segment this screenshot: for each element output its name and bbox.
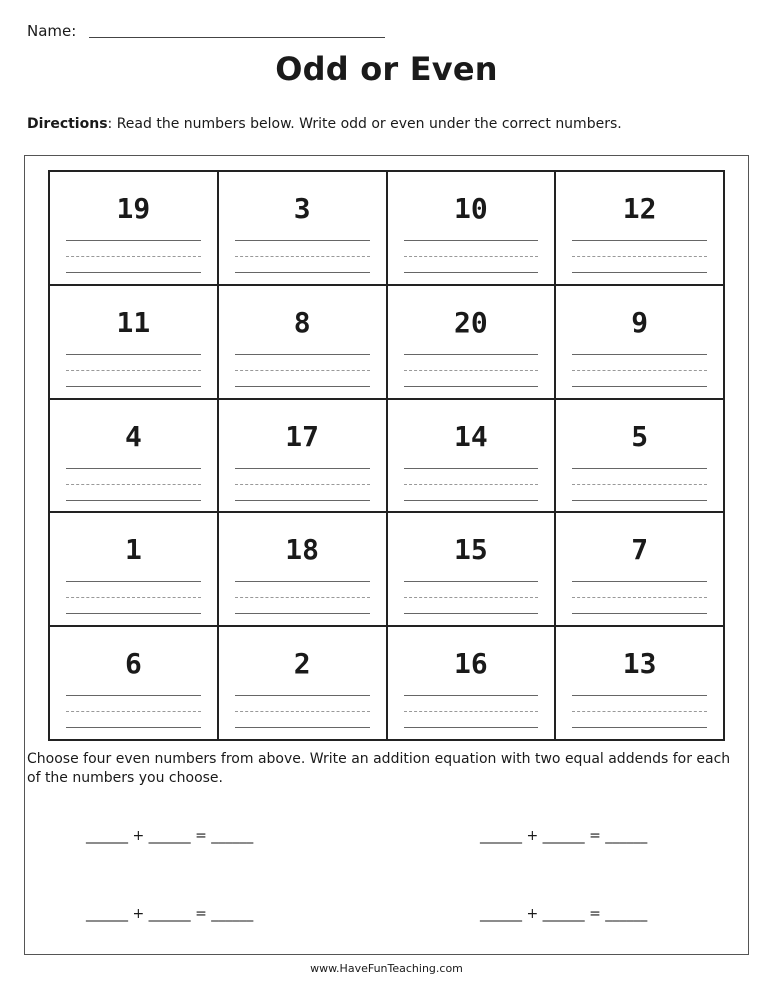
- writing-line: [235, 581, 370, 582]
- equation-blank: ______ + ______ = ______: [480, 906, 648, 922]
- directions-label: Directions: [27, 116, 108, 132]
- page-title: Odd or Even: [275, 50, 498, 88]
- writing-line: [235, 370, 370, 371]
- answer-lines: [572, 240, 707, 274]
- writing-line: [404, 256, 539, 257]
- writing-line: [404, 581, 539, 582]
- cell-number: 18: [285, 533, 319, 567]
- answer-lines: [66, 468, 201, 502]
- writing-line: [66, 695, 201, 696]
- writing-line: [404, 386, 539, 387]
- equation-blank: ______ + ______ = ______: [86, 828, 254, 844]
- writing-line: [66, 370, 201, 371]
- writing-line: [572, 468, 707, 469]
- answer-lines: [66, 581, 201, 615]
- answer-lines: [235, 240, 370, 274]
- number-cell: [219, 400, 388, 514]
- writing-line: [572, 597, 707, 598]
- writing-line: [235, 500, 370, 501]
- name-row: [27, 22, 407, 42]
- cell-number: 6: [124, 647, 142, 681]
- writing-line: [572, 613, 707, 614]
- cell-number: 15: [454, 533, 488, 567]
- answer-lines: [66, 354, 201, 388]
- cell-number: 16: [454, 647, 488, 681]
- cell-number: 4: [124, 419, 142, 453]
- writing-line: [235, 484, 370, 485]
- number-cell: [50, 627, 219, 741]
- equation-blank: ______ + ______ = ______: [86, 906, 254, 922]
- writing-line: [235, 695, 370, 696]
- writing-line: [66, 386, 201, 387]
- number-cell: [50, 172, 219, 286]
- number-cell: [556, 513, 725, 627]
- writing-line: [235, 272, 370, 273]
- cell-number: 2: [293, 647, 311, 681]
- answer-lines: [572, 695, 707, 729]
- number-cell: [219, 627, 388, 741]
- writing-line: [66, 727, 201, 728]
- writing-line: [66, 613, 201, 614]
- number-cell: [50, 400, 219, 514]
- name-label: Name:: [27, 22, 77, 40]
- writing-line: [66, 256, 201, 257]
- writing-line: [235, 386, 370, 387]
- number-cell: [50, 513, 219, 627]
- writing-line: [66, 500, 201, 501]
- answer-lines: [235, 581, 370, 615]
- writing-line: [66, 468, 201, 469]
- answer-lines: [66, 695, 201, 729]
- writing-line: [235, 711, 370, 712]
- writing-line: [404, 711, 539, 712]
- cell-number: 1: [124, 533, 142, 567]
- answer-lines: [404, 695, 539, 729]
- answer-lines: [404, 581, 539, 615]
- answer-lines: [235, 354, 370, 388]
- cell-number: 7: [631, 533, 649, 567]
- equation-blank: ______ + ______ = ______: [480, 828, 648, 844]
- number-cell: [388, 172, 557, 286]
- answer-lines: [404, 354, 539, 388]
- writing-line: [235, 354, 370, 355]
- cell-number: 14: [454, 419, 488, 453]
- answer-lines: [572, 468, 707, 502]
- part2-instructions: Choose four even numbers from above. Write an addition equation with two equal addends for each of the numbers you choose.: [27, 751, 731, 786]
- number-cell: [219, 513, 388, 627]
- number-grid: [48, 170, 725, 741]
- writing-line: [235, 727, 370, 728]
- writing-line: [404, 354, 539, 355]
- writing-line: [404, 484, 539, 485]
- cell-number: 11: [116, 305, 151, 339]
- number-cell: [388, 286, 557, 400]
- writing-line: [572, 500, 707, 501]
- answer-lines: [572, 581, 707, 615]
- writing-line: [572, 727, 707, 728]
- writing-line: [404, 240, 539, 241]
- writing-line: [404, 500, 539, 501]
- answer-lines: [66, 240, 201, 274]
- writing-line: [572, 484, 707, 485]
- writing-line: [572, 354, 707, 355]
- number-cell: [388, 513, 557, 627]
- number-cell: [556, 627, 725, 741]
- writing-line: [66, 484, 201, 485]
- writing-line: [235, 256, 370, 257]
- writing-line: [66, 240, 201, 241]
- number-cell: [556, 400, 725, 514]
- writing-line: [235, 613, 370, 614]
- number-cell: [219, 172, 388, 286]
- number-cell: [388, 627, 557, 741]
- writing-line: [235, 240, 370, 241]
- directions-text: : Read the numbers below. Write odd or even under the correct numbers.: [107, 116, 622, 132]
- writing-line: [66, 354, 201, 355]
- cell-number: 12: [622, 192, 657, 225]
- writing-line: [572, 386, 707, 387]
- cell-number: 5: [631, 419, 649, 453]
- cell-number: 19: [116, 192, 151, 225]
- cell-number: 10: [454, 192, 488, 225]
- writing-line: [404, 727, 539, 728]
- cell-number: 13: [622, 647, 657, 681]
- directions: [27, 116, 622, 132]
- cell-number: 3: [293, 192, 311, 225]
- writing-line: [572, 272, 707, 273]
- answer-lines: [572, 354, 707, 388]
- writing-line: [572, 711, 707, 712]
- writing-line: [404, 468, 539, 469]
- cell-number: 9: [631, 305, 649, 339]
- number-cell: [50, 286, 219, 400]
- footer-url: www.HaveFunTeaching.com: [310, 962, 463, 975]
- writing-line: [404, 613, 539, 614]
- writing-line: [572, 370, 707, 371]
- writing-line: [572, 256, 707, 257]
- writing-line: [404, 695, 539, 696]
- cell-number: 8: [293, 305, 311, 339]
- writing-line: [572, 581, 707, 582]
- writing-line: [404, 272, 539, 273]
- number-cell: [556, 172, 725, 286]
- writing-line: [66, 711, 201, 712]
- writing-line: [66, 272, 201, 273]
- writing-line: [572, 695, 707, 696]
- name-line: [89, 37, 385, 38]
- writing-line: [235, 597, 370, 598]
- answer-lines: [404, 468, 539, 502]
- writing-line: [235, 468, 370, 469]
- writing-line: [572, 240, 707, 241]
- number-cell: [556, 286, 725, 400]
- answer-lines: [404, 240, 539, 274]
- cell-number: 17: [285, 419, 319, 453]
- cell-number: 20: [454, 305, 488, 339]
- writing-line: [404, 597, 539, 598]
- writing-line: [66, 581, 201, 582]
- writing-line: [404, 370, 539, 371]
- number-cell: [219, 286, 388, 400]
- number-cell: [388, 400, 557, 514]
- writing-line: [66, 597, 201, 598]
- answer-lines: [235, 695, 370, 729]
- answer-lines: [235, 468, 370, 502]
